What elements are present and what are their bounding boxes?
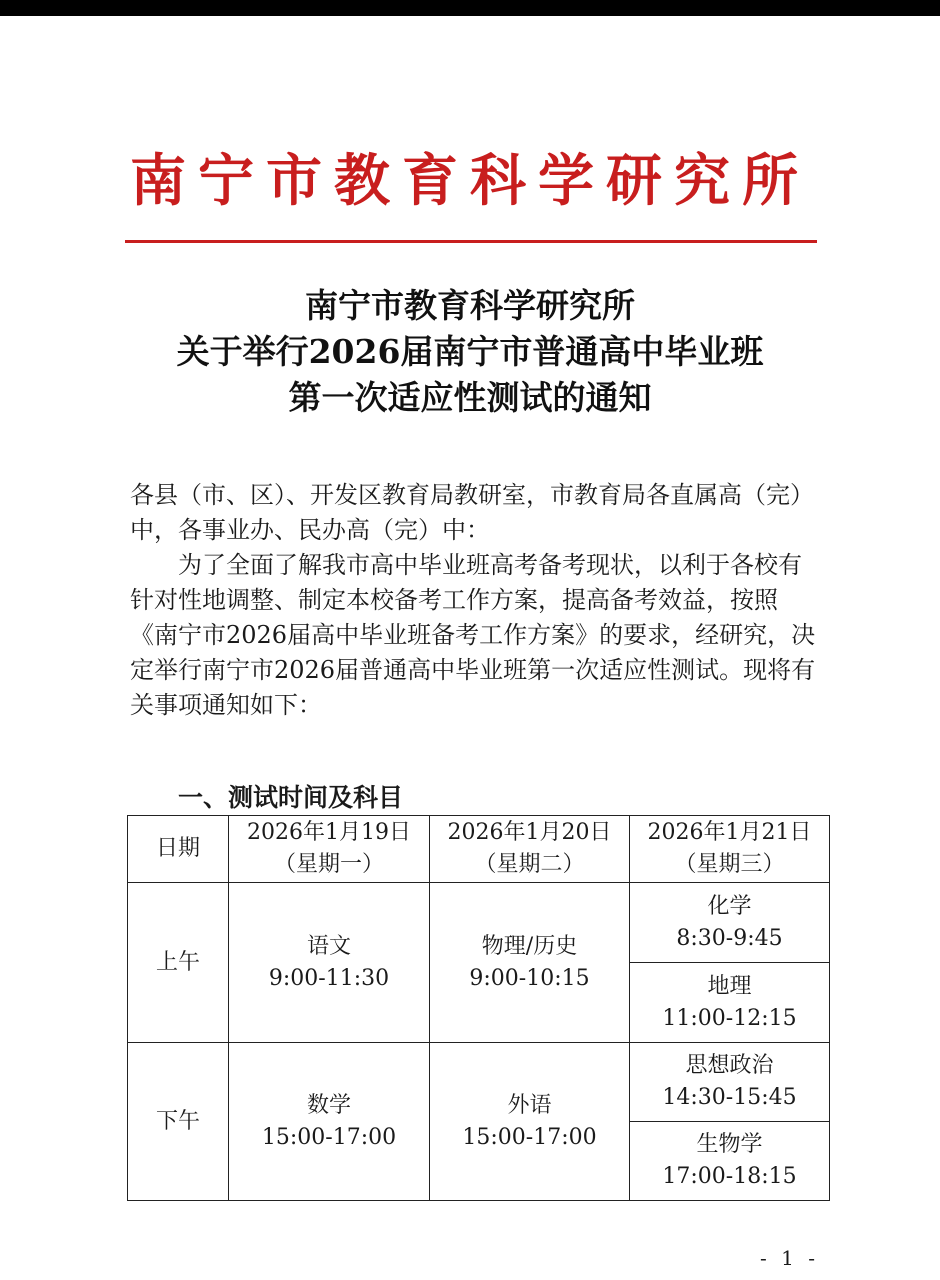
notice-body bbox=[130, 478, 820, 723]
title-line-1: 南宁市教育科学研究所 bbox=[305, 286, 635, 325]
day-weekday: （星期三） bbox=[674, 852, 785, 877]
document-title bbox=[100, 283, 840, 421]
letterhead-title: 南宁市教育科学研究所 bbox=[130, 148, 810, 214]
afternoon-label-cell: 下午 bbox=[128, 1043, 229, 1201]
header-day-2 bbox=[430, 816, 630, 883]
title-line-3: 第一次适应性测试的通知 bbox=[288, 378, 652, 417]
subject-name: 生物学 bbox=[696, 1132, 763, 1157]
afternoon-day3a-cell bbox=[630, 1043, 830, 1122]
body-line: 为了全面了解我市高中毕业班高考备考现状，以利于各校有 bbox=[178, 551, 802, 579]
morning-day3b-cell bbox=[630, 963, 830, 1043]
title-line-2: 关于举行2026届南宁市普通高中毕业班 bbox=[176, 332, 764, 371]
subject-name: 化学 bbox=[707, 893, 752, 919]
header-day-3 bbox=[630, 816, 830, 883]
exam-schedule-table bbox=[127, 815, 830, 1201]
subject-name: 思想政治 bbox=[685, 1053, 774, 1078]
afternoon-day1-cell bbox=[229, 1043, 430, 1201]
morning-day2-cell bbox=[430, 883, 630, 1043]
subject-name: 语文 bbox=[306, 933, 351, 959]
body-line: 各县（市、区）、开发区教育局教研室，市教育局各直属高（完） bbox=[130, 481, 814, 509]
body-line: 定举行南宁市2026届普通高中毕业班第一次适应性测试。现将有 bbox=[130, 656, 816, 684]
subject-name: 地理 bbox=[707, 973, 752, 999]
subject-name: 物理/历史 bbox=[481, 933, 578, 959]
day-weekday: （星期一） bbox=[273, 852, 384, 877]
subject-time: 11:00-12:15 bbox=[662, 1005, 797, 1031]
body-line: 针对性地调整、制定本校备考工作方案，提高备考效益，按照 bbox=[130, 586, 778, 614]
body-line: 《南宁市2026届高中毕业班备考工作方案》的要求，经研究，决 bbox=[130, 621, 816, 649]
morning-label-cell: 上午 bbox=[128, 883, 229, 1043]
morning-row-a bbox=[128, 883, 830, 963]
subject-time: 9:00-11:30 bbox=[268, 965, 390, 991]
subject-time: 8:30-9:45 bbox=[676, 925, 783, 951]
page-number: - 1 - bbox=[760, 1246, 819, 1270]
table-header-row bbox=[128, 816, 830, 883]
header-date-cell: 日期 bbox=[128, 816, 229, 883]
subject-name: 外语 bbox=[507, 1092, 552, 1118]
day-weekday: （星期二） bbox=[474, 852, 585, 877]
day-date: 2026年1月19日 bbox=[247, 820, 411, 845]
morning-day1-cell bbox=[229, 883, 430, 1043]
section-heading-1: 一、测试时间及科目 bbox=[178, 783, 404, 812]
afternoon-day2-cell bbox=[430, 1043, 630, 1201]
subject-time: 15:00-17:00 bbox=[462, 1124, 597, 1150]
day-date: 2026年1月21日 bbox=[647, 820, 812, 845]
body-line: 中，各事业办、民办高（完）中： bbox=[130, 516, 490, 544]
day-date: 2026年1月20日 bbox=[447, 820, 612, 845]
subject-name: 数学 bbox=[306, 1092, 351, 1118]
letterhead-red-rule bbox=[125, 240, 817, 243]
header-day-1 bbox=[229, 816, 430, 883]
afternoon-day3b-cell bbox=[630, 1122, 830, 1201]
top-black-bar bbox=[0, 0, 940, 16]
body-line: 关事项通知如下： bbox=[130, 691, 322, 719]
morning-day3a-cell bbox=[630, 883, 830, 963]
subject-time: 15:00-17:00 bbox=[261, 1124, 397, 1150]
subject-time: 14:30-15:45 bbox=[662, 1085, 797, 1110]
subject-time: 17:00-18:15 bbox=[662, 1164, 797, 1189]
subject-time: 9:00-10:15 bbox=[469, 965, 590, 991]
afternoon-row-a bbox=[128, 1043, 830, 1122]
